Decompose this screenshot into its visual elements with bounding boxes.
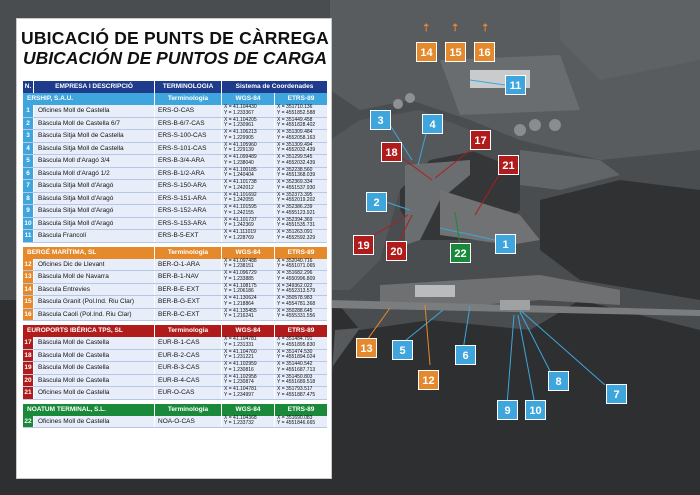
row-code: BER-B-1-NAV [154,271,221,283]
table-header [23,81,327,93]
wgs84-x: X = 41.106213 [224,129,257,135]
etrs89-x: X = 351793.517 [277,386,313,392]
row-description: Bàscula Francolí [33,230,154,242]
group-etrs89: ETRS-89 [274,404,327,416]
wgs84-x: X = 41.104368 [224,414,257,421]
row-description: Bàscula Moll de Castella 6/7 [33,118,154,130]
row-etrs89 [274,105,327,117]
row-code: ERS-S-153-ARA [154,218,221,230]
row-description: Bàscula Moll d'Aragó 1/2 [33,168,154,180]
row-number: 12 [23,259,33,271]
row-wgs84 [221,205,274,217]
etrs89-x: X = 351309.484 [277,129,313,135]
wgs84-x: X = 41.102958 [224,373,257,380]
row-code: ERS-S-152-ARA [154,205,221,217]
row-number: 1 [23,105,33,117]
etrs89-x: X = 351710.136 [277,104,313,110]
group-wgs84: WGS-84 [221,404,274,416]
group-wgs84: WGS-84 [221,93,274,105]
row-code: ERS-S-101-CAS [154,143,221,155]
etrs89-y: Y = 4551368.039 [277,172,316,178]
etrs89-x: X = 350288.645 [277,307,313,314]
row-wgs84 [221,309,274,321]
row-code: BER-O-1-ARA [154,259,221,271]
wgs84-x: X = 41.100185 [224,166,257,173]
row-number: 7 [23,180,33,192]
wgs84-x: X = 41.101737 [224,216,257,223]
etrs89-y: Y = 4551687.713 [277,366,316,373]
row-code: ERS-S-100-CAS [154,130,221,142]
wgs84-x: X = 41.101692 [224,191,257,198]
row-etrs89 [274,259,327,271]
table-row [23,130,327,143]
arrow-up-icon: ⇡ [481,23,490,34]
row-number: 3 [23,130,33,142]
table-row [23,230,327,243]
row-description: Oficines Moll de Castella [33,416,154,428]
table-row [23,337,327,350]
etrs89-y: Y = 4551689.518 [277,379,316,385]
row-etrs89 [274,416,327,428]
arrow-up-icon: ⇡ [451,23,460,34]
table-row [23,155,327,168]
row-code: EUR-B-1-CAS [154,337,221,349]
row-description: Bàscula Sitja Moll d'Aragó [33,180,154,192]
wgs84-y: Y = 1.240404 [224,172,254,178]
map-marker-13: 13 [356,338,377,358]
row-number: 18 [23,350,33,362]
etrs89-y: Y = 4552058.163 [277,134,316,141]
row-code: BER-B-G-EXT [154,296,221,308]
row-description: Bàscula Sitja Moll d'Aragó [33,218,154,230]
row-wgs84 [221,375,274,387]
wgs84-y: Y = 1.238040 [224,159,254,166]
row-code: ERS-O-CAS [154,105,221,117]
etrs89-x: X = 352373.395 [277,191,313,198]
row-code: ERS-B-6/7-CAS [154,118,221,130]
group-terminology: Terminologia [154,247,221,259]
row-number: 10 [23,218,33,230]
group-name: EUROPORTS IBÉRICA TPS, SL [27,327,123,334]
wgs84-y: Y = 1.233732 [224,420,254,426]
etrs89-y: Y = 4551894.024 [277,354,316,360]
wgs84-x: X = 41.104205 [224,116,257,123]
wgs84-x: X = 41.097488 [224,257,257,264]
map-marker-10: 10 [525,400,546,420]
row-description: Bàscula Moll de Castella [33,375,154,387]
wgs84-y: Y = 1.231331 [224,341,254,348]
map-marker-9: 9 [497,400,518,420]
row-wgs84 [221,130,274,142]
etrs89-y: Y = 4555123.921 [277,209,316,216]
row-number: 19 [23,362,33,374]
etrs89-x: X = 352369.334 [277,179,313,185]
row-code: EUR-B-4-CAS [154,375,221,387]
row-etrs89 [274,375,327,387]
row-wgs84 [221,155,274,167]
row-wgs84 [221,230,274,242]
row-number: 11 [23,230,33,242]
etrs89-y: Y = 4552032.439 [277,159,316,166]
row-etrs89 [274,271,327,283]
map-marker-2: 2 [366,192,387,212]
etrs89-y: Y = 4555331.556 [277,313,316,319]
row-description: Bàscula Moll de Castella [33,350,154,362]
row-etrs89 [274,362,327,374]
wgs84-x: X = 41.102959 [224,361,257,367]
row-description: Oficines Dic de Llevant [33,259,154,271]
etrs89-x: X = 351299.545 [277,154,313,160]
row-description: Bàscula Sitja Moll d'Aragó [33,205,154,217]
wgs84-y: Y = 1.242012 [224,184,254,191]
wgs84-y: Y = 1.229139 [224,147,254,153]
row-wgs84 [221,296,274,308]
row-number: 8 [23,193,33,205]
etrs89-x: X = 352238.560 [277,166,313,173]
wgs84-x: X = 41.096729 [224,270,257,276]
etrs89-y: Y = 4551535.731 [277,222,316,228]
table-row [23,416,327,429]
row-description: Bàscula Moll de Castella [33,337,154,349]
row-wgs84 [221,218,274,230]
etrs89-y: Y = 4551828.402 [277,122,316,128]
group-wgs84: WGS-84 [221,247,274,259]
row-wgs84 [221,143,274,155]
row-etrs89 [274,309,327,321]
etrs89-x: X = 351450.803 [277,373,313,380]
title-catalan: UBICACIÓ DE PUNTS DE CÀRREGA [21,28,329,48]
row-description: Bàscula Moll de Navarra [33,271,154,283]
wgs84-y: Y = 1.229905 [224,134,254,141]
row-etrs89 [274,180,327,192]
wgs84-y: Y = 1.206186 [224,288,254,294]
map-marker-5: 5 [392,340,413,360]
row-etrs89 [274,284,327,296]
wgs84-y: Y = 1.234997 [224,391,254,398]
row-etrs89 [274,143,327,155]
row-number: 20 [23,375,33,387]
map-marker-4: 4 [422,114,443,134]
row-wgs84 [221,387,274,399]
row-etrs89 [274,296,327,308]
etrs89-x: X = 352040.716 [277,257,313,264]
etrs89-y: Y = 4552313.579 [277,288,316,294]
wgs84-x: X = 41.111019 [224,229,256,235]
etrs89-x: X = 351474.530 [277,348,313,355]
row-code: ERS-S-151-ARA [154,193,221,205]
row-number: 6 [23,168,33,180]
row-code: ERS-B-5-EXT [154,230,221,242]
row-etrs89 [274,193,327,205]
title-spanish: UBICACIÓN DE PUNTOS DE CARGA [22,48,327,68]
map-marker-12: 12 [418,370,439,390]
table-row [23,205,327,218]
etrs89-x: X = 349362.022 [277,282,313,289]
table-row [23,309,327,322]
map-marker-20: 20 [386,241,407,261]
group-header-row [23,247,327,259]
row-description: Bàscula Sitja Moll d'Aragó [33,193,154,205]
row-wgs84 [221,118,274,130]
row-etrs89 [274,387,327,399]
table-row [23,271,327,284]
row-etrs89 [274,118,327,130]
row-wgs84 [221,337,274,349]
group-name: NOATUM TERMINAL, S.L. [27,405,106,413]
row-description: Bàscula Moll de Castella [33,362,154,374]
wgs84-y: Y = 1.216241 [224,313,254,319]
etrs89-x: X = 351449.458 [277,116,313,123]
row-etrs89 [274,230,327,242]
row-description: Oficines Moll de Castella [33,105,154,117]
wgs84-y: Y = 1.228769 [224,234,254,241]
etrs89-x: X = 351690.083 [277,414,313,421]
map-marker-7: 7 [606,384,627,404]
row-etrs89 [274,337,327,349]
row-etrs89 [274,350,327,362]
col-company: EMPRESA I DESCRIPCIÓ [33,81,154,93]
wgs84-y: Y = 1.242055 [224,197,254,203]
row-number: 9 [23,205,33,217]
row-description: Bàscula Sitja Moll de Castella [33,143,154,155]
etrs89-x: X = 351440.542 [277,361,313,367]
map-marker-1: 1 [495,234,516,254]
etrs89-y: Y = 4551846.665 [277,420,316,426]
table-row [23,362,327,375]
row-wgs84 [221,271,274,283]
etrs89-y: Y = 4551537.930 [277,184,316,191]
map-marker-14: 14 [416,42,437,62]
row-wgs84 [221,362,274,374]
row-etrs89 [274,205,327,217]
row-number: 15 [23,296,33,308]
row-wgs84 [221,105,274,117]
map-marker-19: 19 [353,235,374,255]
map-marker-8: 8 [548,371,569,391]
group-etrs89: ETRS-89 [274,93,327,105]
wgs84-y: Y = 1.230816 [224,366,254,373]
wgs84-y: Y = 1.233367 [224,109,254,116]
wgs84-x: X = 41.130624 [224,295,257,301]
row-description: Bàscula Caolí (Pol.Ind. Riu Clar) [33,309,154,321]
row-etrs89 [274,130,327,142]
col-coord-system: Sistema de Coordenades [221,81,327,93]
row-number: 22 [23,416,33,428]
arrow-up-icon: ⇡ [422,23,431,34]
wgs84-x: X = 41.105960 [224,141,257,148]
row-number: 14 [23,284,33,296]
etrs89-y: Y = 4554781.368 [277,300,316,307]
wgs84-x: X = 41.108175 [224,282,257,289]
etrs89-y: Y = 4552019.202 [277,197,316,203]
table-row [23,105,327,118]
row-description: Bàscula Sitja Moll de Castella [33,130,154,142]
row-code: BER-B-C-EXT [154,309,221,321]
row-wgs84 [221,284,274,296]
col-terminology: TERMINOLOGIA [154,81,221,93]
etrs89-x: X = 352394.369 [277,216,313,223]
row-description: Bàscula Granit (Pol.Ind. Riu Clar) [33,296,154,308]
group-etrs89: ETRS-89 [274,247,327,259]
map-marker-11: 11 [505,75,526,95]
wgs84-y: Y = 1.230961 [224,122,254,128]
etrs89-y: Y = 4552592.329 [277,234,316,241]
legend-panel [16,18,332,479]
row-code: ERS-B-3/4-ARA [154,155,221,167]
row-wgs84 [221,259,274,271]
loading-points-table [23,81,327,428]
wgs84-y: Y = 1.238151 [224,263,254,269]
etrs89-x: X = 351484.791 [277,336,313,342]
etrs89-y: Y = 4552032.439 [277,147,316,153]
wgs84-y: Y = 1.233885 [224,275,254,282]
group-name: BERGÉ MARÍTIMA, SL [27,248,97,256]
row-code: BER-B-E-EXT [154,284,221,296]
row-number: 4 [23,143,33,155]
wgs84-x: X = 41.135455 [224,307,257,314]
wgs84-y: Y = 1.231221 [224,354,254,360]
wgs84-y: Y = 1.242155 [224,209,254,216]
wgs84-x: X = 41.101595 [224,204,257,210]
wgs84-x: X = 41.104760 [224,348,257,355]
map-marker-15: 15 [445,42,466,62]
row-wgs84 [221,168,274,180]
etrs89-y: Y = 4551071.065 [277,263,316,269]
map-marker-21: 21 [498,155,519,175]
row-code: ERS-S-150-ARA [154,180,221,192]
wgs84-x: X = 41.101738 [224,179,257,185]
group-terminology: Terminologia [154,325,221,337]
etrs89-x: X = 351309.494 [277,141,313,148]
wgs84-y: Y = 1.242369 [224,222,254,228]
row-number: 21 [23,387,33,399]
row-etrs89 [274,155,327,167]
row-etrs89 [274,218,327,230]
etrs89-x: X = 352386.239 [277,204,313,210]
table-body [23,93,327,428]
row-wgs84 [221,416,274,428]
row-code: EUR-B-3-CAS [154,362,221,374]
row-etrs89 [274,168,327,180]
map-marker-22: 22 [450,243,471,263]
map-marker-18: 18 [381,142,402,162]
wgs84-x: X = 41.104781 [224,336,257,342]
row-number: 17 [23,337,33,349]
row-number: 16 [23,309,33,321]
wgs84-x: X = 41.104430 [224,104,257,110]
etrs89-y: Y = 4551887.475 [277,391,316,398]
map-marker-3: 3 [370,110,391,130]
table-row [23,296,327,309]
row-wgs84 [221,180,274,192]
row-description: Bàscula Entrevies [33,284,154,296]
row-wgs84 [221,350,274,362]
etrs89-y: Y = 4551852.588 [277,109,316,116]
map-marker-17: 17 [470,130,491,150]
wgs84-y: Y = 1.218864 [224,300,254,307]
group-terminology: Terminologia [154,404,221,416]
row-description: Bàscula Moll d'Aragó 3/4 [33,155,154,167]
row-code: NOA-O-CAS [154,416,221,428]
wgs84-y: Y = 1.230874 [224,379,254,385]
row-code: EUR-B-2-CAS [154,350,221,362]
group-terminology: Terminologia [154,93,221,105]
wgs84-x: X = 41.099489 [224,154,257,160]
etrs89-y: Y = 4550996.809 [277,275,316,282]
table-row [23,180,327,193]
row-code: EUR-O-CAS [154,387,221,399]
col-number: N. [24,83,32,90]
map-marker-6: 6 [455,345,476,365]
row-wgs84 [221,193,274,205]
table-row [23,387,327,400]
row-description: Oficines Moll de Castella [33,387,154,399]
group-name: ERSHIP, S.A.U. [27,95,74,102]
row-number: 5 [23,155,33,167]
etrs89-y: Y = 4551895.830 [277,341,316,348]
row-number: 13 [23,271,33,283]
row-code: ERS-B-1/2-ARA [154,168,221,180]
group-wgs84: WGS-84 [221,325,274,337]
etrs89-x: X = 350578.983 [277,295,313,301]
group-etrs89: ETRS-89 [274,325,327,337]
row-number: 2 [23,118,33,130]
etrs89-x: X = 351682.296 [277,270,313,276]
wgs84-x: X = 41.104781 [224,386,257,392]
map-marker-16: 16 [474,42,495,62]
etrs89-x: X = 351263.091 [277,229,313,235]
group-header-row [23,404,327,416]
